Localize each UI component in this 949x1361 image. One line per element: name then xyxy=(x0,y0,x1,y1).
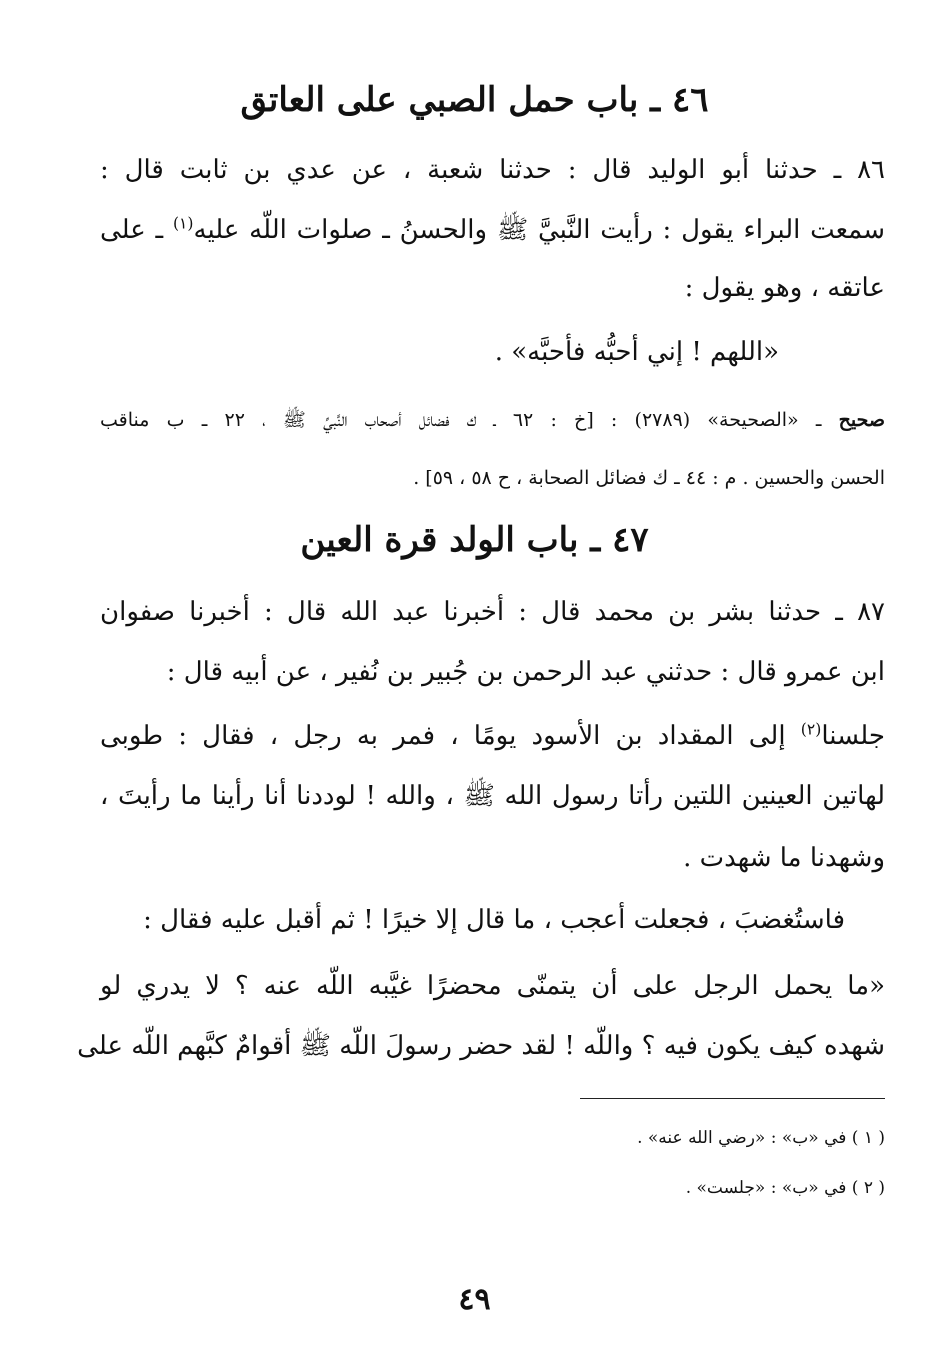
section-47-heading: ٤٧ ـ باب الولد قرة العين xyxy=(300,520,649,560)
hadith-87-line-2: ابن عمرو قال : حدثني عبد الرحمن بن جُبير بن نُفير ، عن أبيه قال : xyxy=(166,657,885,687)
hadith-87-line-8: شهده كيف يكون فيه ؟ واللّه ! لقد حضر رسولَ اللّه ﷺ أقوامٌ كبَّهم اللّه على xyxy=(77,1031,885,1061)
hadith-87-line-1: ٨٧ ـ حدثنا بشر بن محمد قال : أخبرنا عبد الله قال : أخبرنا صفوان xyxy=(100,597,885,627)
hadith-86-line-3: عاتقه ، وهو يقول : xyxy=(684,273,885,303)
hadith-87-line-5: وشهدنا ما شهدت . xyxy=(683,843,885,873)
hadith-87-line-4: لهاتين العينين اللتين رأتا رسول الله ﷺ ، والله ! لوددنا أنا رأينا ما رأيتَ ، xyxy=(100,781,885,811)
hadith-86-quote xyxy=(64,332,809,372)
hadith-86-line-2-text: سمعت البراء يقول : رأيت النَّبيَّ ﷺ والحسنُ ـ صلوات اللّه عليه xyxy=(193,215,885,245)
footnote-ref-1[interactable]: (١) xyxy=(172,214,194,233)
section-46-heading: ٤٦ ـ باب حمل الصبي على العاتق xyxy=(240,80,709,120)
hadith-87-line-7: «ما يحمل الرجل على أن يتمنّى محضرًا غيَّبه اللّه عنه ؟ لا يدري لو xyxy=(100,971,885,1001)
hadith-86-line-1: ٨٦ ـ حدثنا أبو الوليد قال : حدثنا شعبة ، عن عدي بن ثابت قال : xyxy=(100,155,885,185)
grade-label: صحيح xyxy=(838,409,885,431)
hadith-87-line-3-head: جلسنا xyxy=(821,721,885,751)
hadith-87-line-3 xyxy=(100,716,885,756)
hadith-87-line-3-tail: إلى المقداد بن الأسود يومًا ، فمر به رجل ، فقال : طوبى xyxy=(100,721,801,751)
grade-source: ـ «الصحيحة» (٢٧٨٩) : [خ : ٦٢ ـ ك فضائل أصحاب النَّبيِّ ﷺ ، ٢٢ ـ ب مناقب xyxy=(100,409,839,431)
hadith-86-line-2 xyxy=(100,210,885,250)
grading-line-1 xyxy=(100,405,885,435)
hadith-86-quote-text: «اللهم ! إني أحبُّه فأحبَّه» . xyxy=(494,337,779,367)
footnote-ref-2[interactable]: (٢) xyxy=(800,720,822,739)
footnote-separator xyxy=(580,1098,885,1099)
hadith-86-line-2-tail: ـ على xyxy=(100,215,173,245)
footnote-2: ( ٢ ) في «ب» : «جلست» . xyxy=(685,1178,885,1198)
footnote-1: ( ١ ) في «ب» : «رضي الله عنه» . xyxy=(637,1128,885,1148)
hadith-87-line-6-text: فاستُغضبَ ، فجعلت أعجب ، ما قال إلا خيرًا ! ثم أقبل عليه فقال : xyxy=(143,905,845,935)
page-number: ٤٩ xyxy=(458,1282,491,1317)
hadith-87-line-6 xyxy=(64,900,885,940)
grading-line-2: الحسن والحسين . م : ٤٤ ـ ك فضائل الصحابة ، ح ٥٨ ، ٥٩] . xyxy=(413,467,885,489)
